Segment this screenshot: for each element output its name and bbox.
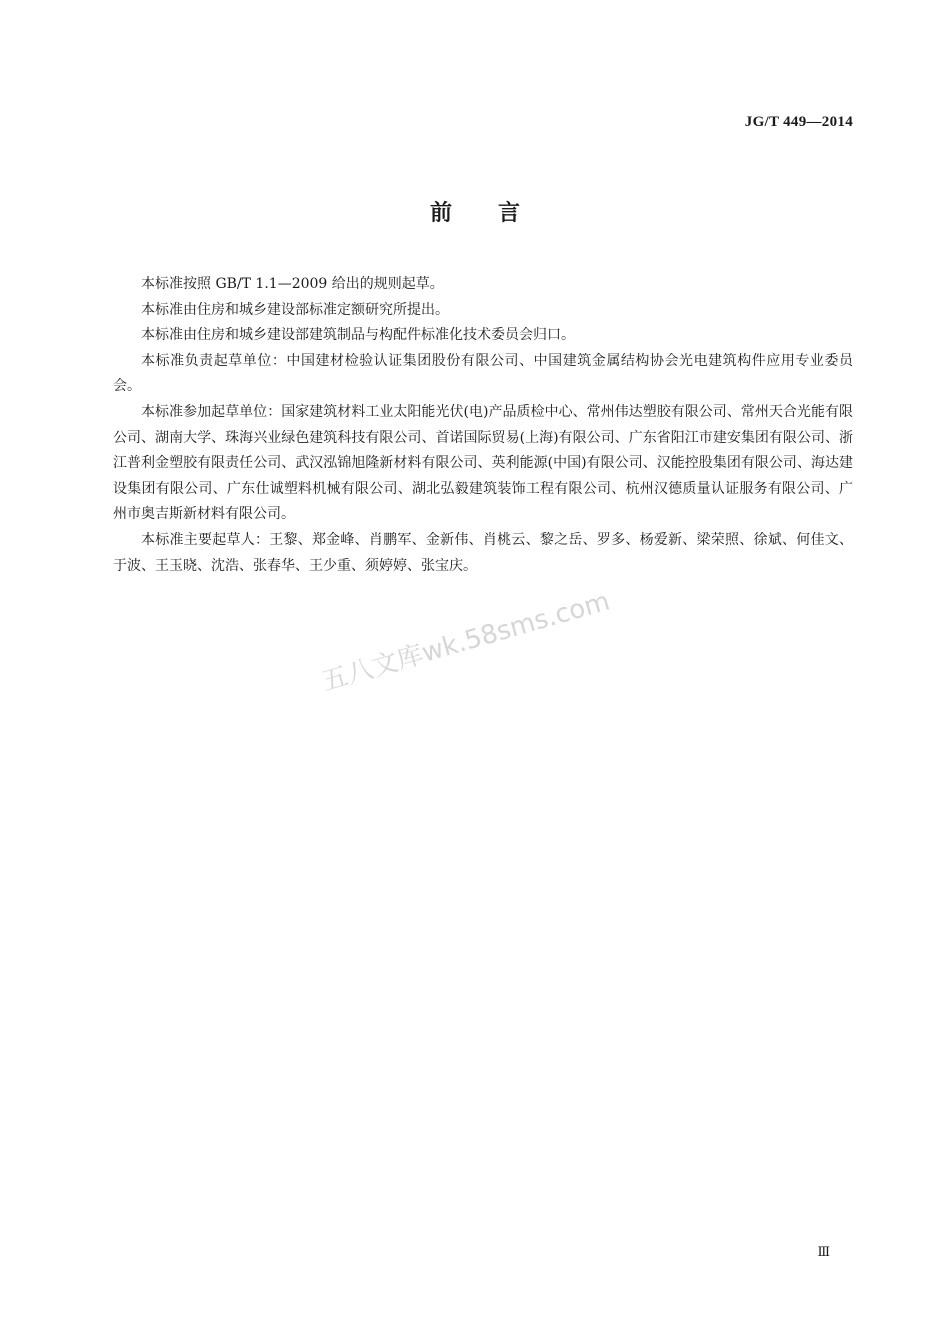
paragraph-drafting-rules: 本标准按照 GB/T 1.1—2009 给出的规则起草。 [141,276,444,292]
foreword-body [113,272,853,579]
page-title: 前言 [429,201,566,226]
paragraph-lead-drafters: 本标准负责起草单位：中国建材检验认证集团股份有限公司、中国建筑金属结构协会光电建筑构件应用专业委员会。 [113,352,853,395]
paragraph-administrator: 本标准由住房和城乡建设部建筑制品与构配件标准化技术委员会归口。 [141,327,575,344]
page-number: Ⅲ [817,1244,830,1259]
standard-code: JG/T 449—2014 [744,114,853,130]
paragraph-main-drafters: 本标准主要起草人：王黎、郑金峰、肖鹏军、金新伟、肖桃云、黎之岳、罗多、杨爱新、梁荣照、徐斌、何佳文、于波、王玉晓、沈浩、张春华、王少重、须婷婷、张宝庆。 [113,531,853,574]
paragraph-participating-drafters: 本标准参加起草单位：国家建筑材料工业太阳能光伏(电)产品质检中心、常州伟达塑胶有限公司、常州天合光能有限公司、湖南大学、珠海兴业绿色建筑科技有限公司、首诺国际贸易(上海)有限公司、广东省阳江市建安集团有限公司、浙江普利金塑胶有限责任公司、武汉泓锦旭隆新材料有限公司、英利能源(中国)有限公司、汉能控股集团有限公司、海达建设集团有限公司、广东仕诚塑料机械有限公司、湖北弘毅建筑装饰工程有限公司、杭州汉德质量认证服务有限公司、广州市奥吉斯新材料有限公司。 [113,403,853,523]
watermark-text: 五八文库wk.58sms.com [318,586,614,698]
paragraph-proposer: 本标准由住房和城乡建设部标准定额研究所提出。 [141,301,449,318]
